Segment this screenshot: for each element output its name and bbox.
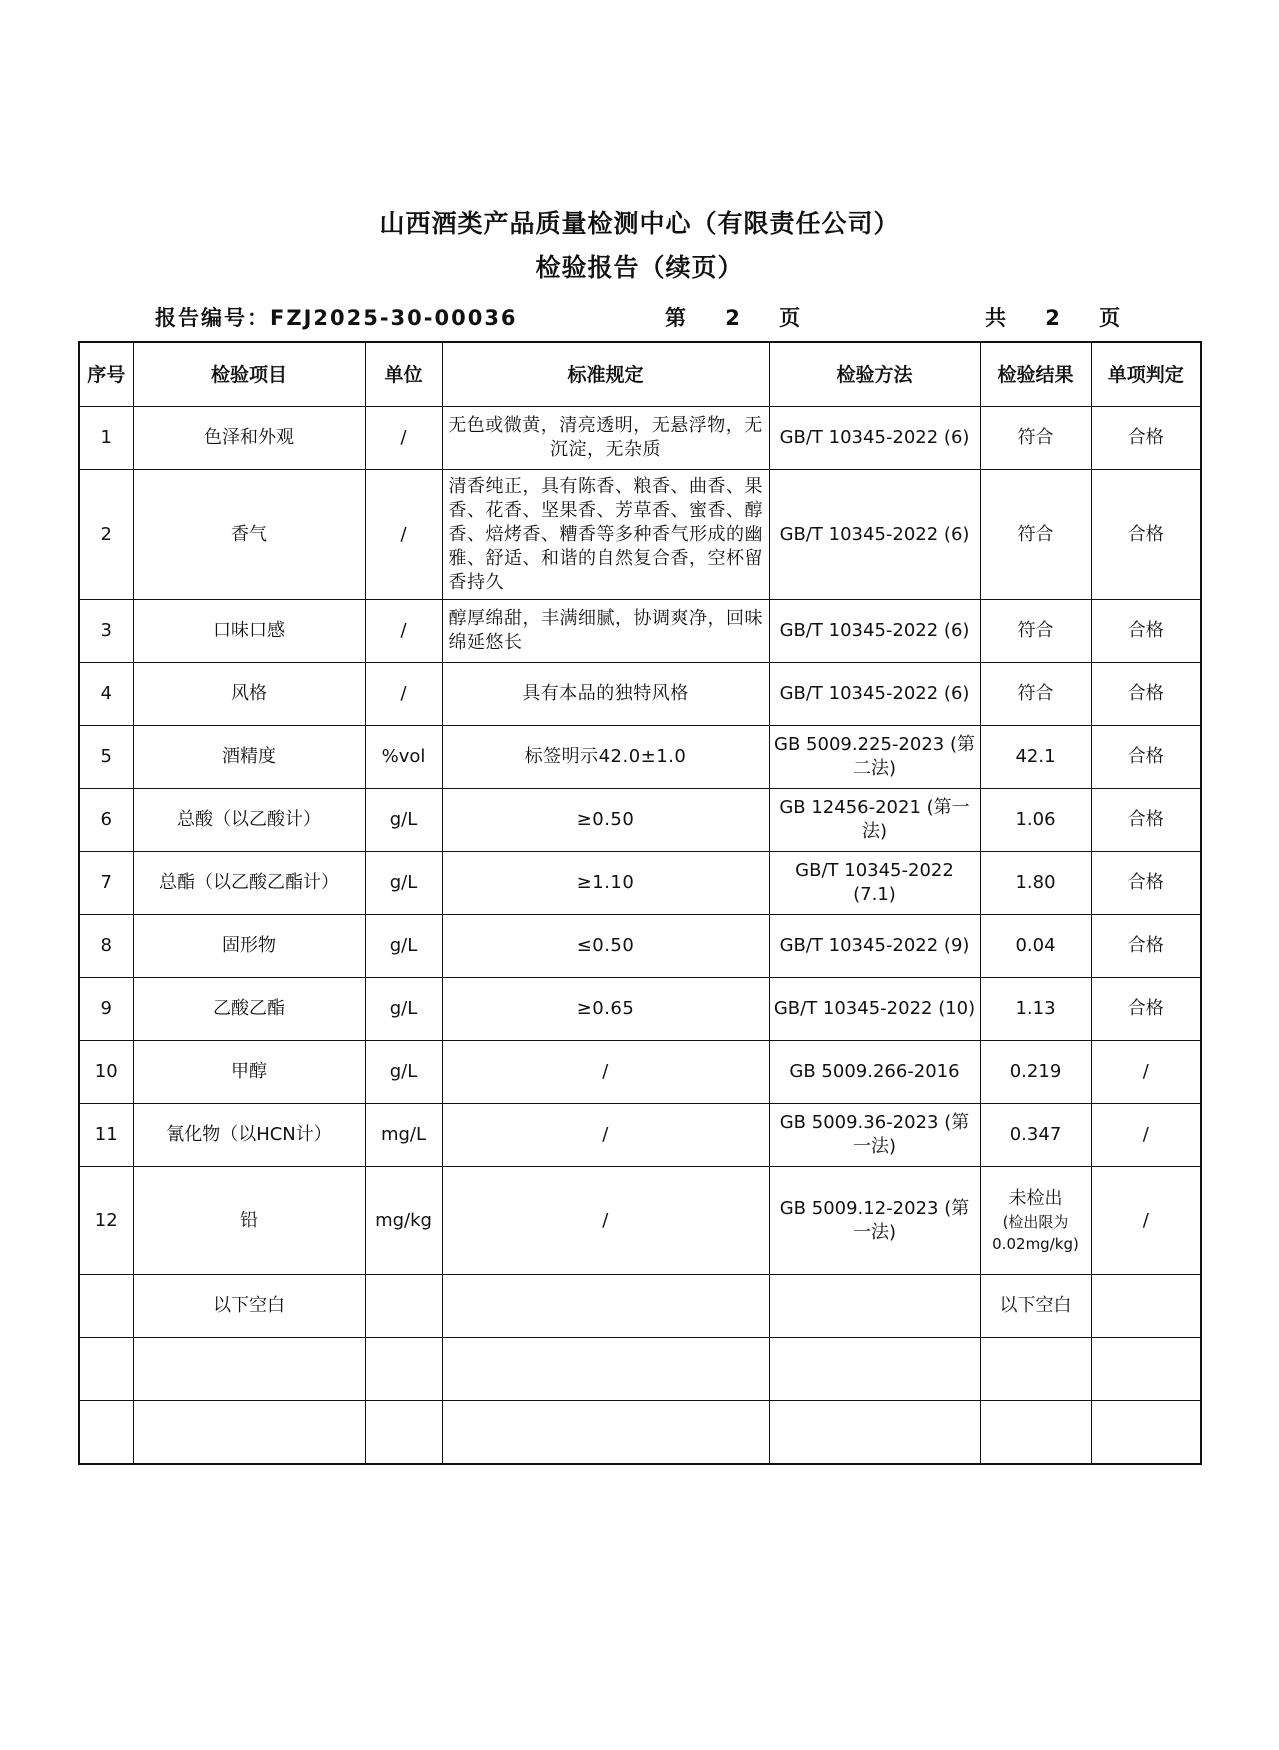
empty-cell <box>133 1338 365 1401</box>
cell-standard: / <box>442 1167 769 1275</box>
cell-method <box>769 1275 980 1338</box>
table-row <box>79 470 1201 600</box>
cell-method: GB 12456-2021 (第一法) <box>769 789 980 852</box>
empty-cell <box>1091 1401 1201 1464</box>
cell-item: 风格 <box>133 663 365 726</box>
cell-item: 色泽和外观 <box>133 407 365 470</box>
cell-no: 7 <box>79 852 133 915</box>
cell-judgement: 合格 <box>1091 789 1201 852</box>
cell-result: 42.1 <box>980 726 1091 789</box>
cell-no: 6 <box>79 789 133 852</box>
cell-result: 符合 <box>980 663 1091 726</box>
cell-result: 1.80 <box>980 852 1091 915</box>
cell-item: 总酯（以乙酸乙酯计） <box>133 852 365 915</box>
cell-unit: / <box>365 470 442 600</box>
col-header-unit: 单位 <box>365 342 442 407</box>
result-value: 未检出 <box>1008 1187 1063 1209</box>
cell-standard: 清香纯正，具有陈香、粮香、曲香、果香、花香、坚果香、芳草香、蜜香、醇香、焙烤香、糟香等多种香气形成的幽雅、舒适、和谐的自然复合香，空杯留香持久 <box>442 470 769 600</box>
cell-method: GB/T 10345-2022 (6) <box>769 470 980 600</box>
col-header-standard: 标准规定 <box>442 342 769 407</box>
cell-judgement: 合格 <box>1091 470 1201 600</box>
total-prefix: 共 <box>985 306 1008 330</box>
cell-no: 5 <box>79 726 133 789</box>
cell-item: 口味口感 <box>133 600 365 663</box>
cell-standard: ≥1.10 <box>442 852 769 915</box>
table-row <box>79 978 1201 1041</box>
empty-cell <box>980 1338 1091 1401</box>
cell-standard: ≥0.50 <box>442 789 769 852</box>
cell-no: 8 <box>79 915 133 978</box>
cell-item: 以下空白 <box>133 1275 365 1338</box>
empty-cell <box>980 1401 1091 1464</box>
cell-judgement: 合格 <box>1091 915 1201 978</box>
cell-unit: g/L <box>365 915 442 978</box>
cell-method: GB/T 10345-2022 (10) <box>769 978 980 1041</box>
col-header-no: 序号 <box>79 342 133 407</box>
cell-judgement: / <box>1091 1167 1201 1275</box>
report-no-value: FZJ2025-30-00036 <box>270 306 518 330</box>
empty-cell <box>365 1338 442 1401</box>
cell-item: 铅 <box>133 1167 365 1275</box>
page-suffix: 页 <box>779 306 803 330</box>
cell-judgement: / <box>1091 1041 1201 1104</box>
cell-judgement: 合格 <box>1091 978 1201 1041</box>
cell-method: GB 5009.266-2016 <box>769 1041 980 1104</box>
empty-cell <box>769 1401 980 1464</box>
cell-result: 0.04 <box>980 915 1091 978</box>
cell-item: 香气 <box>133 470 365 600</box>
page-indicator <box>665 302 802 332</box>
empty-cell <box>79 1401 133 1464</box>
cell-method: GB/T 10345-2022 (9) <box>769 915 980 978</box>
cell-method: GB/T 10345-2022 (6) <box>769 663 980 726</box>
table-row-blank-marker <box>79 1275 1201 1338</box>
cell-result: 符合 <box>980 600 1091 663</box>
report-number <box>155 302 518 332</box>
cell-standard: / <box>442 1041 769 1104</box>
table-row <box>79 1104 1201 1167</box>
cell-no: 11 <box>79 1104 133 1167</box>
cell-result: 1.06 <box>980 789 1091 852</box>
cell-judgement: 合格 <box>1091 852 1201 915</box>
cell-standard: 醇厚绵甜，丰满细腻，协调爽净，回味绵延悠长 <box>442 600 769 663</box>
cell-unit: / <box>365 600 442 663</box>
cell-judgement: / <box>1091 1104 1201 1167</box>
cell-no: 4 <box>79 663 133 726</box>
cell-judgement <box>1091 1275 1201 1338</box>
cell-result <box>980 1167 1091 1275</box>
cell-judgement: 合格 <box>1091 663 1201 726</box>
cell-item: 乙酸乙酯 <box>133 978 365 1041</box>
cell-unit: mg/kg <box>365 1167 442 1275</box>
cell-method: GB/T 10345-2022 (6) <box>769 600 980 663</box>
table-row <box>79 726 1201 789</box>
result-note: (检出限为 0.02mg/kg) <box>992 1212 1079 1253</box>
empty-cell <box>365 1401 442 1464</box>
col-header-judgement: 单项判定 <box>1091 342 1201 407</box>
cell-standard: 具有本品的独特风格 <box>442 663 769 726</box>
page-number: 2 <box>725 306 742 330</box>
cell-method: GB/T 10345-2022 (6) <box>769 407 980 470</box>
cell-standard: 标签明示42.0±1.0 <box>442 726 769 789</box>
cell-unit: %vol <box>365 726 442 789</box>
cell-no: 12 <box>79 1167 133 1275</box>
inspection-table <box>78 341 1202 1465</box>
cell-unit: mg/L <box>365 1104 442 1167</box>
total-pages <box>985 302 1122 332</box>
empty-cell <box>79 1338 133 1401</box>
cell-unit <box>365 1275 442 1338</box>
table-row <box>79 663 1201 726</box>
table-row-empty <box>79 1401 1201 1464</box>
cell-unit: g/L <box>365 789 442 852</box>
cell-no: 10 <box>79 1041 133 1104</box>
cell-unit: / <box>365 407 442 470</box>
cell-item: 氰化物（以HCN计） <box>133 1104 365 1167</box>
cell-unit: g/L <box>365 852 442 915</box>
cell-standard: 无色或微黄，清亮透明，无悬浮物，无沉淀，无杂质 <box>442 407 769 470</box>
cell-judgement: 合格 <box>1091 600 1201 663</box>
empty-cell <box>769 1338 980 1401</box>
cell-no: 2 <box>79 470 133 600</box>
table-header-row <box>79 342 1201 407</box>
cell-no: 1 <box>79 407 133 470</box>
cell-method: GB/T 10345-2022 (7.1) <box>769 852 980 915</box>
table-row <box>79 852 1201 915</box>
report-title: 检验报告（续页） <box>535 253 744 282</box>
empty-cell <box>442 1338 769 1401</box>
cell-item: 总酸（以乙酸计） <box>133 789 365 852</box>
report-no-label: 报告编号： <box>155 306 270 330</box>
table-row <box>79 789 1201 852</box>
empty-cell <box>1091 1338 1201 1401</box>
cell-standard: ≤0.50 <box>442 915 769 978</box>
page-prefix: 第 <box>665 306 688 330</box>
org-title: 山西酒类产品质量检测中心（有限责任公司） <box>379 209 900 238</box>
cell-result: 符合 <box>980 470 1091 600</box>
cell-item: 固形物 <box>133 915 365 978</box>
cell-item: 甲醇 <box>133 1041 365 1104</box>
col-header-method: 检验方法 <box>769 342 980 407</box>
cell-no <box>79 1275 133 1338</box>
cell-no: 3 <box>79 600 133 663</box>
cell-method: GB 5009.225-2023 (第二法) <box>769 726 980 789</box>
cell-standard: / <box>442 1104 769 1167</box>
cell-unit: / <box>365 663 442 726</box>
empty-cell <box>133 1401 365 1464</box>
cell-result: 0.219 <box>980 1041 1091 1104</box>
table-row-empty <box>79 1338 1201 1401</box>
cell-unit: g/L <box>365 1041 442 1104</box>
cell-result: 符合 <box>980 407 1091 470</box>
cell-result: 以下空白 <box>980 1275 1091 1338</box>
table-row <box>79 915 1201 978</box>
table-row <box>79 600 1201 663</box>
cell-no: 9 <box>79 978 133 1041</box>
empty-cell <box>442 1401 769 1464</box>
cell-item: 酒精度 <box>133 726 365 789</box>
cell-method: GB 5009.12-2023 (第一法) <box>769 1167 980 1275</box>
cell-standard: ≥0.65 <box>442 978 769 1041</box>
table-row <box>79 1041 1201 1104</box>
cell-result: 1.13 <box>980 978 1091 1041</box>
table-row <box>79 1167 1201 1275</box>
cell-standard <box>442 1275 769 1338</box>
table-row <box>79 407 1201 470</box>
cell-judgement: 合格 <box>1091 726 1201 789</box>
cell-judgement: 合格 <box>1091 407 1201 470</box>
col-header-result: 检验结果 <box>980 342 1091 407</box>
col-header-item: 检验项目 <box>133 342 365 407</box>
cell-method: GB 5009.36-2023 (第一法) <box>769 1104 980 1167</box>
cell-unit: g/L <box>365 978 442 1041</box>
total-suffix: 页 <box>1099 306 1123 330</box>
total-number: 2 <box>1045 306 1062 330</box>
cell-result: 0.347 <box>980 1104 1091 1167</box>
